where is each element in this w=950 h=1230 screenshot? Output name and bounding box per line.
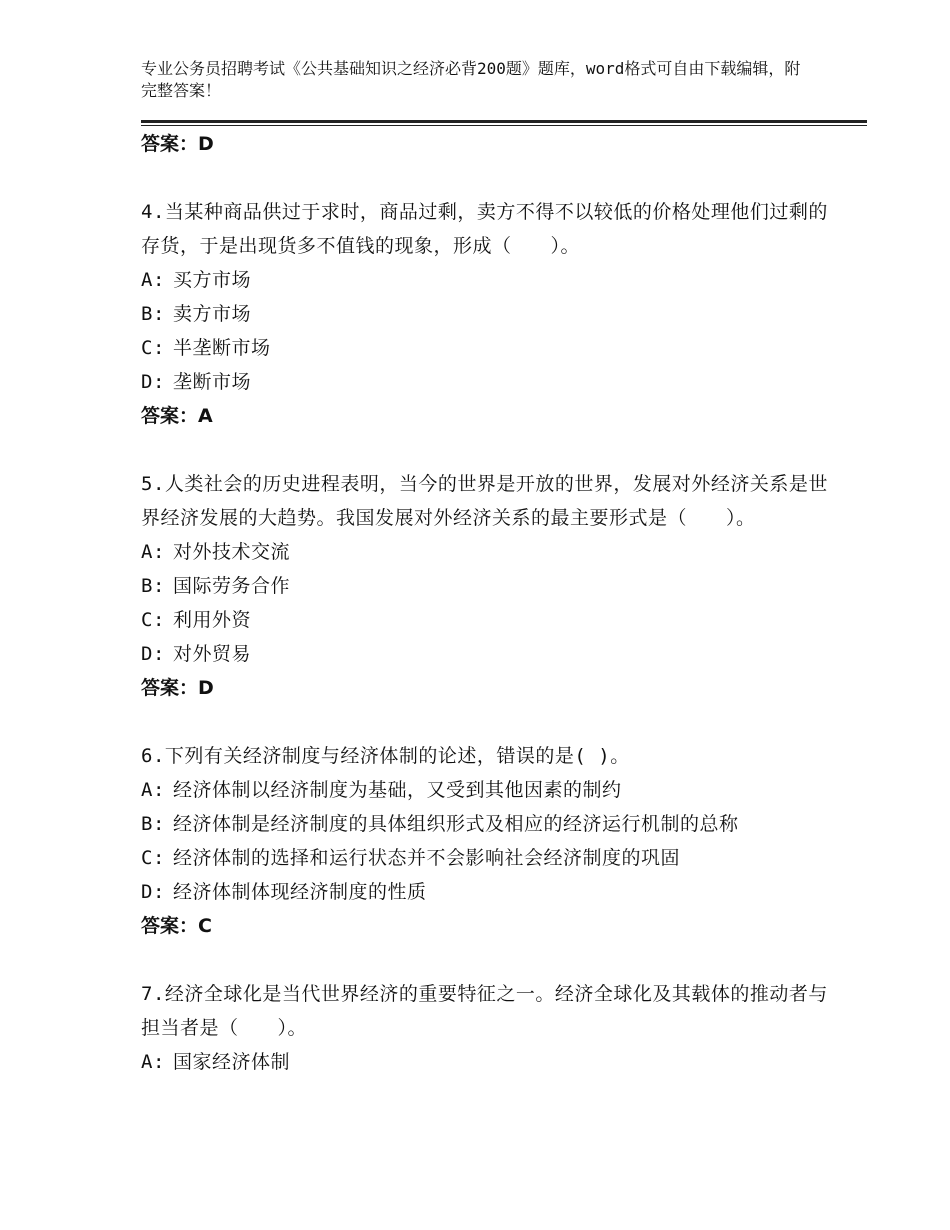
option-a xyxy=(141,773,841,807)
question-stem: 6.下列有关经济制度与经济体制的论述，错误的是( )。 xyxy=(141,745,630,767)
option-c xyxy=(141,841,841,875)
option-letter: A: xyxy=(141,1051,165,1073)
option-letter: B: xyxy=(141,575,165,597)
option-text: 对外技术交流 xyxy=(173,541,291,563)
prev-answer: 答案：D xyxy=(141,133,214,155)
option-b xyxy=(141,569,841,603)
question-6 xyxy=(141,739,841,943)
option-letter: D: xyxy=(141,643,165,665)
option-b xyxy=(141,807,841,841)
option-c xyxy=(141,603,841,637)
page-header: 专业公务员招聘考试《公共基础知识之经济必背200题》题库，word格式可自由下载编辑，附完整答案！ xyxy=(141,59,801,100)
answer: 答案：C xyxy=(141,915,212,937)
header-rule-thick xyxy=(141,120,867,123)
option-letter: C: xyxy=(141,609,165,631)
option-c xyxy=(141,331,841,365)
option-letter: C: xyxy=(141,337,165,359)
option-letter: D: xyxy=(141,881,165,903)
question-5 xyxy=(141,467,841,705)
option-a xyxy=(141,535,841,569)
option-letter: C: xyxy=(141,847,165,869)
option-text: 经济体制的选择和运行状态并不会影响社会经济制度的巩固 xyxy=(173,847,681,869)
option-text: 利用外资 xyxy=(173,609,252,631)
option-a xyxy=(141,1045,841,1079)
option-text: 卖方市场 xyxy=(173,303,252,325)
option-text: 国家经济体制 xyxy=(173,1051,291,1073)
question-content xyxy=(141,127,841,1079)
answer: 答案：D xyxy=(141,677,214,699)
option-b xyxy=(141,297,841,331)
option-d xyxy=(141,637,841,671)
option-text: 国际劳务合作 xyxy=(173,575,291,597)
header-rule-thin xyxy=(141,125,867,126)
option-text: 买方市场 xyxy=(173,269,252,291)
option-letter: A: xyxy=(141,541,165,563)
option-text: 经济体制是经济制度的具体组织形式及相应的经济运行机制的总称 xyxy=(173,813,739,835)
option-letter: A: xyxy=(141,779,165,801)
question-stem: 4.当某种商品供过于求时，商品过剩，卖方不得不以较低的价格处理他们过剩的存货，于是出现货多不值钱的现象，形成（ ）。 xyxy=(141,201,828,257)
question-4 xyxy=(141,195,841,433)
answer: 答案：A xyxy=(141,405,213,427)
question-stem: 5.人类社会的历史进程表明，当今的世界是开放的世界，发展对外经济关系是世界经济发展的大趋势。我国发展对外经济关系的最主要形式是（ ）。 xyxy=(141,473,828,529)
option-text: 对外贸易 xyxy=(173,643,252,665)
option-d xyxy=(141,875,841,909)
option-text: 垄断市场 xyxy=(173,371,252,393)
option-letter: B: xyxy=(141,303,165,325)
option-text: 经济体制体现经济制度的性质 xyxy=(173,881,427,903)
option-a xyxy=(141,263,841,297)
question-7 xyxy=(141,977,841,1079)
option-letter: D: xyxy=(141,371,165,393)
option-letter: B: xyxy=(141,813,165,835)
option-text: 半垄断市场 xyxy=(173,337,271,359)
option-letter: A: xyxy=(141,269,165,291)
option-d xyxy=(141,365,841,399)
question-stem: 7.经济全球化是当代世界经济的重要特征之一。经济全球化及其载体的推动者与担当者是（ ）。 xyxy=(141,983,828,1039)
option-text: 经济体制以经济制度为基础，又受到其他因素的制约 xyxy=(173,779,622,801)
